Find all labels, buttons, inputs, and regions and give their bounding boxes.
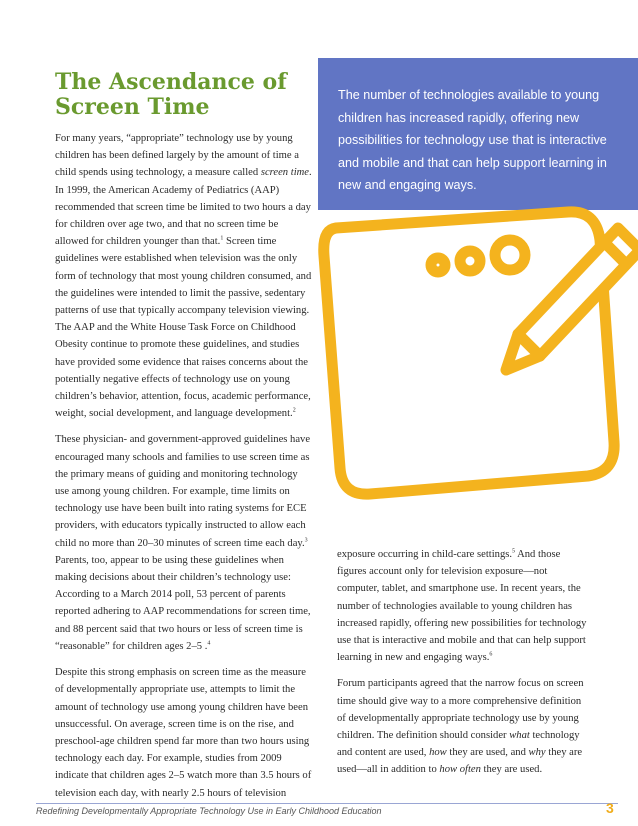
footnote-ref[interactable]: 3 [304, 537, 308, 544]
stylus-body [518, 228, 638, 356]
footnote-ref[interactable]: 2 [292, 407, 296, 414]
left-paragraph-1: For many years, “appropriate” technology use by young children has been defined largely by the amount of time a child spends using technology, a measure called screen time. In 1999, the American Academy of Pediatrics (AAP) recommended that screen time be limited to two hours a day for children over age two, and that no screen time be allowed for children younger than that.$^1$ Screen time guidelines were established when television was the only form of technology that most young children consumed, and the guidelines were intended to limit the passive, sedentary patterns of use that typically accompany television viewing. The AAP and the White House Task Force on Childhood Obesity continue to promote these guidelines, and studies have provided some evidence that raises concerns about the potentially negative effects of technology use on young children’s behavior, attention, focus, academic performance, weight, social development, and language development.$^2$ [55, 133, 312, 420]
tablet-with-stylus-icon [318, 150, 638, 550]
footnote-ref[interactable]: 1 [220, 235, 224, 242]
title-line-2: Screen Time [55, 94, 210, 120]
right-column [337, 546, 591, 788]
screen-time-term: screen time [260, 167, 309, 179]
right-paragraph-1: exposure occurring in child-care settings.$^5$ And those figures account only for television exposure—not computer, tablet, and smartphone use. In recent years, the number of technologies available to young children has increased rapidly, offering new possibilities for technology use that is interactive and mobile and that can help support learning in new and engaging ways.$^6$ [337, 548, 587, 664]
tablet-dot-medium [460, 251, 480, 271]
page-title [55, 70, 315, 120]
footer-divider [36, 803, 618, 804]
footnote-ref[interactable]: 4 [207, 640, 211, 647]
right-paragraph-2: Forum participants agreed that the narrow focus on screen time should give way to a more comprehensive definition of developmentally appropriate technology use by young children. The definition should consider what technology and content are used, how they are used, and why they are used—all in addition to how often they are used. [337, 678, 584, 776]
left-paragraph-2: These physician- and government-approved guidelines have encouraged many schools and families to use screen time as the primary means of guiding and monitoring technology use among young children. For example, time limits on technology use have been built into rating systems for ECE providers, with educators typically instructed to allow each child no more than 20–30 minutes of screen time each day.$^3$ Parents, too, appear to be using these guidelines when making decisions about their children’s technology use: According to a March 2014 poll, 53 percent of parents reported adhering to AAP recommendations for screen time, and 88 percent said that two hours or less of screen time is “reasonable” for children ages 2–5 .$^4$ [55, 434, 311, 652]
footer-title: Redefining Developmentally Appropriate Technology Use in Early Childhood Education [36, 806, 382, 816]
page-number: 3 [606, 800, 614, 816]
footnote-ref[interactable]: 5 [512, 548, 516, 555]
tablet-dot-small [431, 258, 445, 272]
tablet-dot-large [495, 240, 525, 270]
left-paragraph-3: Despite this strong emphasis on screen time as the measure of developmentally appropriate use, attempts to limit the amount of technology use among young children have been unsuccessful. On average, screen time is on the rise, and preschool-age children spend far more than two hours using technology each day. For example, studies from 2009 indicate that children ages 2–5 watch more than 3.5 hours of television each day, with nearly 2.5 hours of television [55, 667, 312, 799]
callout-text: The number of technologies available to young children has increased rapidly, offering new possibilities for technology use that is interactive and mobile and that can help support learning in new and engaging ways. [338, 88, 607, 192]
title-line-1: The Ascendance of [55, 69, 287, 95]
footnote-ref[interactable]: 6 [489, 651, 493, 658]
left-column [55, 130, 313, 811]
